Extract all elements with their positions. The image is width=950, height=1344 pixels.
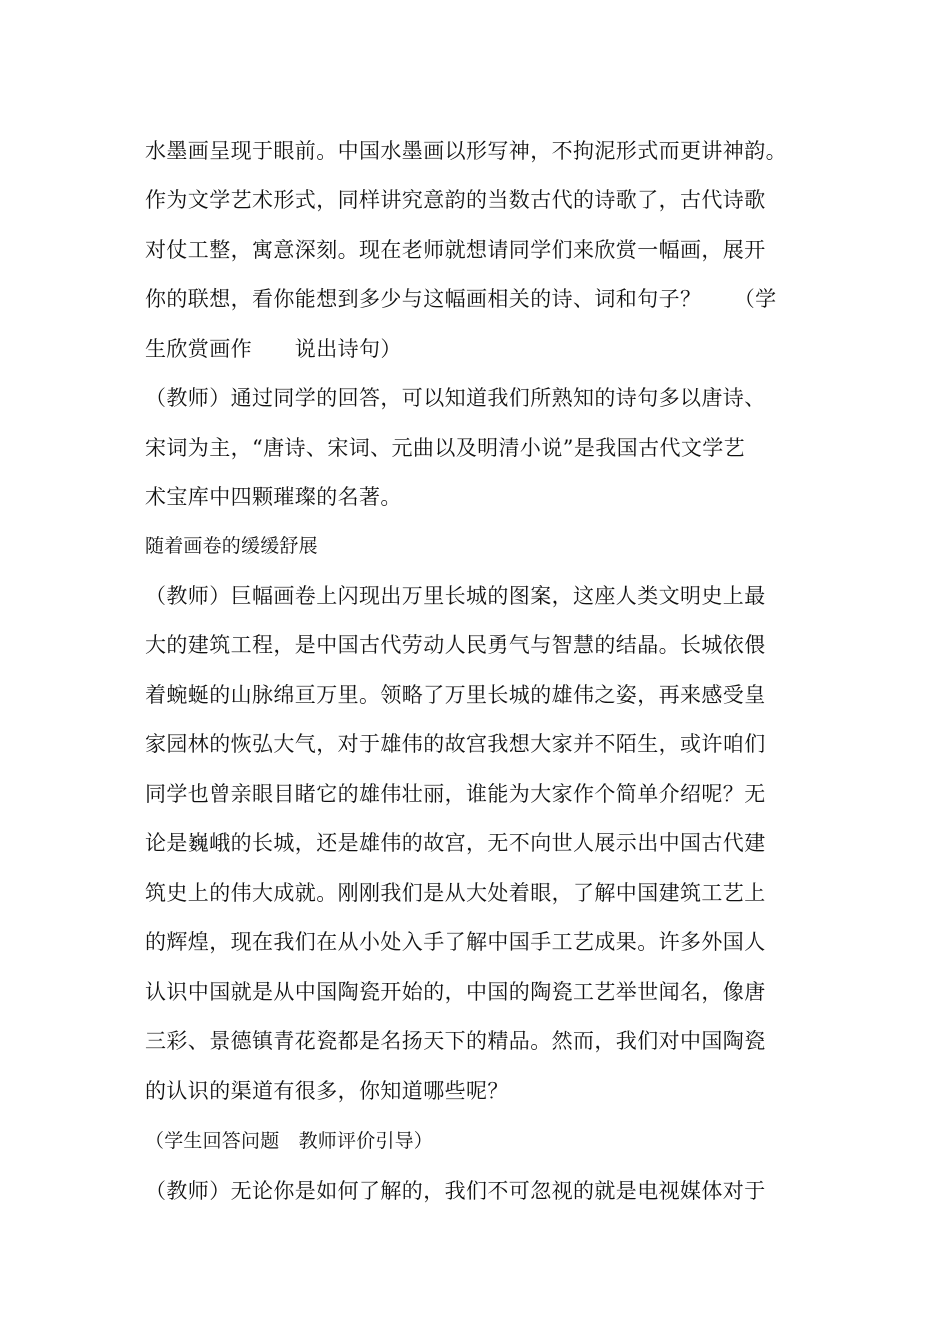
text-line: （教师）无论你是如何了解的，我们不可忽视的就是电视媒体对于 — [145, 1179, 766, 1203]
text-line: 的辉煌，现在我们在从小处入手了解中国手工艺成果。许多外国人 — [145, 930, 766, 954]
text-line: （教师）通过同学的回答，可以知道我们所熟知的诗句多以唐诗、 — [145, 386, 766, 410]
text-line: 作为文学艺术形式，同样讲究意韵的当数古代的诗歌了，古代诗歌 — [145, 188, 766, 212]
text-line: 大的建筑工程，是中国古代劳动人民勇气与智慧的结晶。长城依偎 — [145, 633, 766, 657]
text-line: 家园林的恢弘大气，对于雄伟的故宫我想大家并不陌生，或许咱们 — [145, 732, 766, 756]
text-line: 筑史上的伟大成就。刚刚我们是从大处着眼，了解中国建筑工艺上 — [145, 881, 766, 905]
text-line: 论是巍峨的长城，还是雄伟的故宫，无不向世人展示出中国古代建 — [145, 831, 766, 855]
text-line: （教师）巨幅画卷上闪现出万里长城的图案，这座人类文明史上最 — [145, 584, 766, 608]
text-line: 着蜿蜒的山脉绵亘万里。领略了万里长城的雄伟之姿，再来感受皇 — [145, 683, 766, 707]
text-line: 宋词为主，“唐诗、宋词、元曲以及明清小说”是我国古代文学艺 — [145, 436, 746, 460]
text-line: 认识中国就是从中国陶瓷开始的，中国的陶瓷工艺举世闻名，像唐 — [145, 980, 766, 1004]
text-line: 对仗工整，寓意深刻。现在老师就想请同学们来欣赏一幅画，展开 — [145, 238, 766, 262]
section-heading: 随着画卷的缓缓舒展 — [145, 535, 318, 557]
text-line: 你的联想，看你能想到多少与这幅画相关的诗、词和句子？ （学 — [145, 287, 777, 311]
text-line: 水墨画呈现于眼前。中国水墨画以形写神，不拘泥形式而更讲神韵。 — [145, 139, 787, 163]
text-line: 同学也曾亲眼目睹它的雄伟壮丽，谁能为大家作个简单介绍呢？无 — [145, 782, 766, 806]
text-line: 三彩、景德镇青花瓷都是名扬天下的精品。然而，我们对中国陶瓷 — [145, 1029, 766, 1053]
text-line: （学生回答问题 教师评价引导） — [145, 1130, 434, 1152]
text-line: 的认识的渠道有很多，你知道哪些呢？ — [145, 1079, 509, 1103]
text-line: 术宝库中四颗璀璨的名著。 — [145, 485, 402, 509]
text-line: 生欣赏画作 说出诗句） — [145, 337, 402, 361]
